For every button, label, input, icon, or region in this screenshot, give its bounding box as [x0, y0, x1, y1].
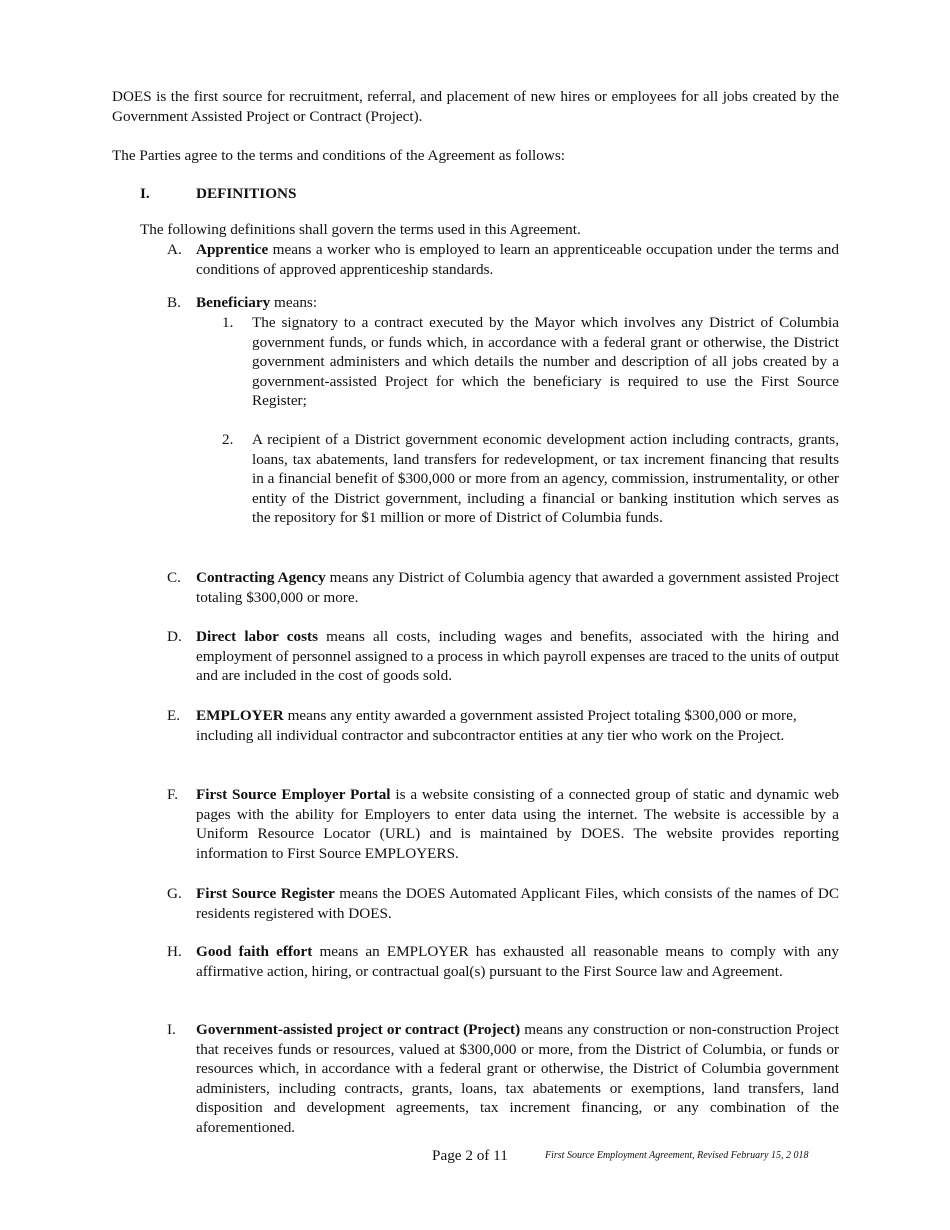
definition-term: Apprentice [196, 241, 269, 258]
definition-letter: C. [167, 569, 181, 586]
definition-term: Government-assisted project or contract (Project) [196, 1021, 521, 1038]
definition-text: is a website consisting of a connected group of static and dynamic web pages with the ability for Employers to enter data using the internet. The website is accessible by a Uniform Resource Locator (URL) and is maintained by DOES. The website provides reporting information to First Source EMPLOYERS. [196, 786, 839, 862]
definition-term: Contracting Agency [196, 569, 326, 586]
section-number: I. [140, 185, 150, 202]
definition-letter: H. [167, 943, 182, 960]
definition-item [167, 706, 848, 745]
definition-text: means: [270, 294, 318, 311]
section-heading [140, 184, 296, 204]
definition-letter: B. [167, 294, 181, 311]
subitem-text: The signatory to a contract executed by the Mayor which involves any District of Columbia government funds, or funds which, in accordance with a federal grant or otherwise, the District government administers and which details the number and description of all jobs created by a government-assisted Project for which the beneficiary is required to use the First Source Register; [252, 314, 839, 410]
definition-item [167, 293, 839, 313]
page-number: Page 2 of 11 [432, 1147, 508, 1164]
definition-item [167, 568, 839, 607]
definition-term: First Source Employer Portal [196, 786, 391, 803]
definition-letter: A. [167, 241, 182, 258]
subitem-text: A recipient of a District government economic development action including contracts, grants, loans, tax abatements, land transfers for redevelopment, or tax increment financing that results in a financial benefit of $300,000 or more from an agency, commission, instrumentality, or other entity of the District government, including a financial or banking institution which serves as the repository for $1 million or more of District of Columbia funds. [252, 431, 839, 527]
definition-item [167, 627, 839, 686]
definition-letter: D. [167, 628, 182, 645]
definition-text: means all costs, including wages and benefits, associated with the hiring and employment of personnel assigned to a process in which payroll expenses are traced to the units of output and are included in the cost of goods sold. [196, 628, 840, 685]
definition-text: means any District of Columbia agency that awarded a government assisted Project totaling $300,000 or more. [196, 569, 839, 606]
definition-term: Good faith effort [196, 943, 313, 960]
definition-term: EMPLOYER [196, 707, 284, 724]
section-title: DEFINITIONS [196, 185, 297, 202]
beneficiary-subitem [222, 313, 839, 411]
intro-paragraph: DOES is the first source for recruitment, referral, and placement of new hires or employees for all jobs created by the Government Assisted Project or Contract (Project). [112, 88, 839, 125]
definition-text: means any entity awarded a government assisted Project totaling $300,000 or more, including all individual contractor and subcontractor entities at any tier who work on the Project. [196, 707, 797, 744]
definition-term: Beneficiary [196, 294, 271, 311]
definition-letter: E. [167, 707, 181, 724]
definition-term: First Source Register [196, 885, 335, 902]
definition-text: means a worker who is employed to learn an apprenticeable occupation under the terms and conditions of approved apprenticeship standards. [196, 241, 839, 278]
subitem-number: 1. [222, 314, 234, 331]
definition-item [167, 884, 839, 923]
subitem-number: 2. [222, 431, 234, 448]
definition-letter: G. [167, 885, 182, 902]
definition-letter: F. [167, 786, 179, 803]
definition-term: Direct labor costs [196, 628, 318, 645]
definition-item [167, 785, 839, 863]
agreement-paragraph: The Parties agree to the terms and conditions of the Agreement as follows: [112, 147, 565, 164]
definition-text: means the DOES Automated Applicant Files, which consists of the names of DC residents registered with DOES. [196, 885, 839, 922]
definition-text: means an EMPLOYER has exhausted all reasonable means to comply with any affirmative action, hiring, or contractual goal(s) pursuant to the First Source law and Agreement. [196, 943, 839, 980]
definition-item [167, 942, 839, 981]
footer-note: First Source Employment Agreement, Revised February 15, 2 018 [545, 1150, 809, 1161]
definition-text: means any construction or non-construction Project that receives funds or resources, valued at $300,000 or more, from the District of Columbia, or funds or resources which, in accordance with a federal grant or otherwise, the District of Columbia government administers, including contracts, grants, loans, tax abatements or exemptions, land transfers, land disposition and development agreements, tax increment financing, or any combination of the aforementioned. [196, 1021, 839, 1136]
definitions-intro: The following definitions shall govern the terms used in this Agreement. [140, 221, 581, 238]
definition-item [167, 240, 839, 279]
definition-item [167, 1020, 839, 1138]
beneficiary-subitem [222, 430, 839, 528]
definition-letter: I. [167, 1021, 176, 1038]
